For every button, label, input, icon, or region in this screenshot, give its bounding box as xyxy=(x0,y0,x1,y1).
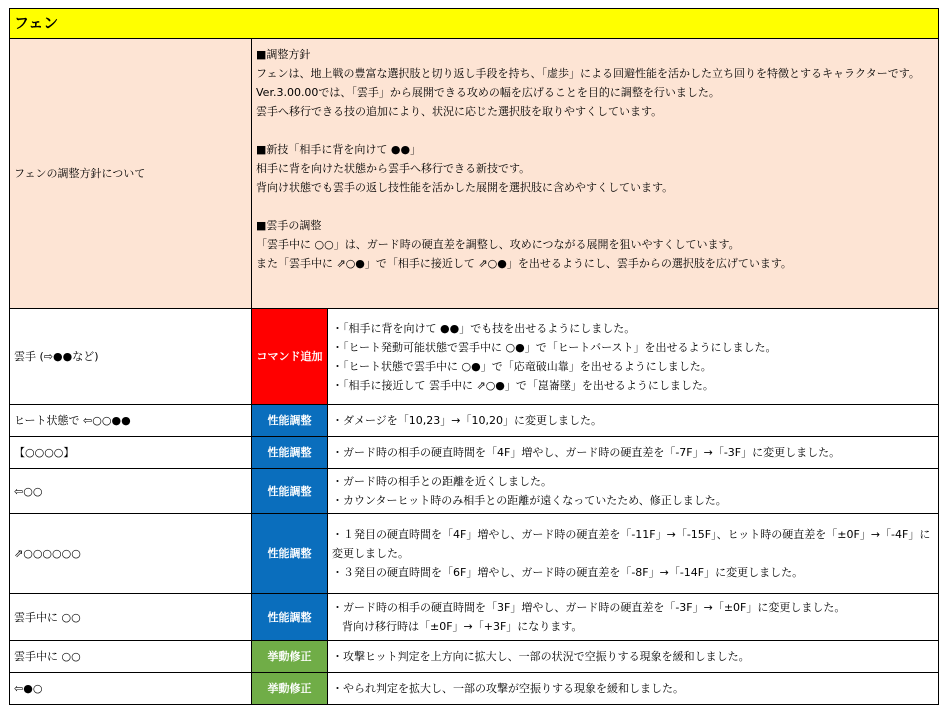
patch-notes-table xyxy=(9,8,939,705)
change-notes xyxy=(328,594,939,641)
move-label: ヒート状態で ⇦○○●● xyxy=(10,405,252,437)
table-row xyxy=(10,594,939,641)
intro-line: 相手に背を向けた状態から雲手へ移行できる新技です。 xyxy=(256,162,531,175)
move-label: ⇦○○ xyxy=(10,469,252,514)
table-row xyxy=(10,514,939,594)
intro-line: 「雲手中に ○○」は、ガード時の硬直差を調整し、攻めにつながる展開を狙いやすくしています。 xyxy=(256,238,740,251)
change-type-badge: 性能調整 xyxy=(252,437,328,469)
change-type-badge: 性能調整 xyxy=(252,514,328,594)
table-row xyxy=(10,437,939,469)
change-notes xyxy=(328,514,939,594)
change-notes xyxy=(328,673,939,705)
intro-line: ■調整方針 xyxy=(256,48,311,61)
table-row xyxy=(10,641,939,673)
change-notes xyxy=(328,437,939,469)
note-line: 背向け移行時は「±0F」→「+3F」になります。 xyxy=(342,620,583,633)
note-line: ・ダメージを「10,23」→「10,20」に変更しました。 xyxy=(332,414,602,427)
move-label: 雲手中に ○○ xyxy=(10,594,252,641)
note-line: ・「相手に背を向けて ●●」でも技を出せるようにしました。 xyxy=(332,321,636,335)
move-label: 雲手中に ○○ xyxy=(10,641,252,673)
intro-line: ■雲手の調整 xyxy=(256,219,322,232)
change-notes xyxy=(328,641,939,673)
change-notes xyxy=(328,405,939,437)
intro-row xyxy=(10,39,939,309)
patch-notes-sheet xyxy=(9,8,938,705)
note-line: ・カウンターヒット時のみ相手との距離が遠くなっていたため、修正しました。 xyxy=(332,494,727,507)
note-line: ・攻撃ヒット判定を上方向に拡大し、一部の状況で空振りする現象を緩和しました。 xyxy=(332,650,750,663)
intro-spacer xyxy=(256,121,938,140)
note-line: ・ガード時の相手の硬直時間を「4F」増やし、ガード時の硬直差を「-7F」→「-3F」に変更しました。 xyxy=(332,446,841,459)
title-row xyxy=(10,9,939,39)
intro-spacer xyxy=(256,197,938,216)
move-label: ⇗○○○○○○ xyxy=(10,514,252,594)
note-line: ・「相手に接近して 雲手中に ⇗○●」で「崑崙墜」を出せるようにしました。 xyxy=(332,378,714,392)
change-type-badge: 挙動修正 xyxy=(252,673,328,705)
intro-line: 背向け状態でも雲手の返し技性能を活かした展開を選択肢に含めやすくしています。 xyxy=(256,181,674,194)
note-line: ・やられ判定を拡大し、一部の攻撃が空振りする現象を緩和しました。 xyxy=(332,682,684,695)
intro-line: ■新技「相手に背を向けて ●●」 xyxy=(256,143,422,156)
character-title: フェン xyxy=(10,9,939,39)
intro-text xyxy=(252,39,939,309)
note-line: ・３発目の硬直時間を「6F」増やし、ガード時の硬直差を「-8F」→「-14F」に変更しました。 xyxy=(332,566,804,579)
note-line: ・ガード時の相手の硬直時間を「3F」増やし、ガード時の硬直差を「-3F」→「±0F」に変更しました。 xyxy=(332,601,846,614)
move-label: 雲手 (⇨●●など) xyxy=(10,309,252,405)
change-type-badge: コマンド追加 xyxy=(252,309,328,405)
move-label: 【○○○○】 xyxy=(10,437,252,469)
intro-line: フェンは、地上戦の豊富な選択肢と切り返し手段を持ち、「虚歩」による回避性能を活かした立ち回りを特徴とするキャラクターです。 xyxy=(256,67,920,80)
change-type-badge: 性能調整 xyxy=(252,405,328,437)
table-row xyxy=(10,405,939,437)
table-row xyxy=(10,469,939,514)
note-line: ・ガード時の相手との距離を近くしました。 xyxy=(332,475,552,488)
table-row xyxy=(10,673,939,705)
table-row xyxy=(10,309,939,405)
change-type-badge: 性能調整 xyxy=(252,469,328,514)
change-type-badge: 性能調整 xyxy=(252,594,328,641)
intro-label: フェンの調整方針について xyxy=(10,39,252,309)
note-line: ・１発目の硬直時間を「4F」増やし、ガード時の硬直差を「-11F」→「-15F」、ヒット時の硬直差を「±0F」→「-4F」に xyxy=(332,528,931,541)
change-notes xyxy=(328,309,939,405)
change-notes xyxy=(328,469,939,514)
intro-line: 雲手へ移行できる技の追加により、状況に応じた選択肢を取りやすくしています。 xyxy=(256,105,663,118)
note-line: ・「ヒート状態で雲手中に ○●」で「応竜破山靠」を出せるようにしました。 xyxy=(332,359,712,373)
note-line: ・「ヒート発動可能状態で雲手中に ○●」で「ヒートバースト」を出せるようにしました。 xyxy=(332,340,777,354)
intro-line: また「雲手中に ⇗○●」で「相手に接近して ⇗○●」を出せるようにし、雲手からの選択肢を広げています。 xyxy=(256,257,792,270)
move-label: ⇦●○ xyxy=(10,673,252,705)
intro-line: Ver.3.00.00では、「雲手」から展開できる攻めの幅を広げることを目的に調整を行いました。 xyxy=(256,86,720,99)
note-line: 変更しました。 xyxy=(332,547,409,560)
change-type-badge: 挙動修正 xyxy=(252,641,328,673)
